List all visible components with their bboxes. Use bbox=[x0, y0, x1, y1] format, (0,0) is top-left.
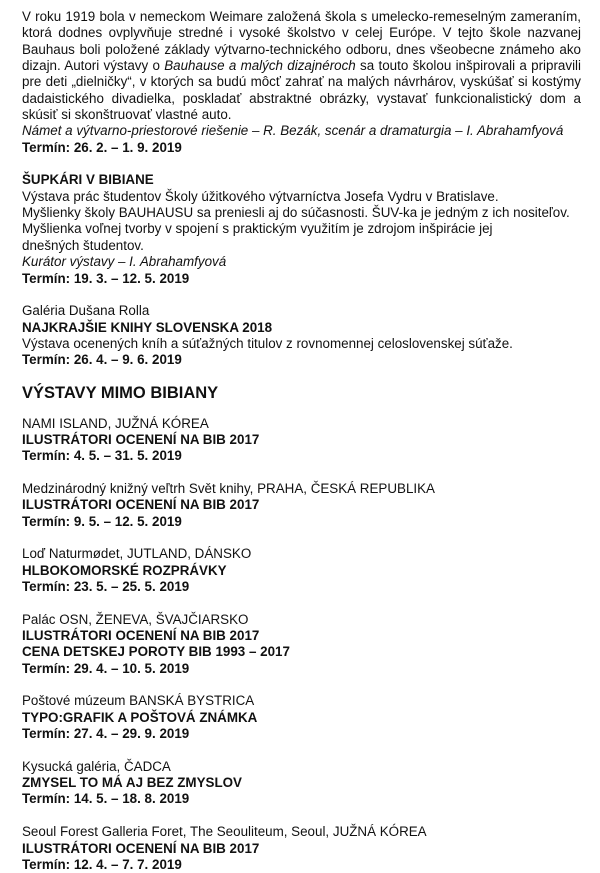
exhibition-title-secondary: CENA DETSKEJ POROTY BIB 1993 – 2017 bbox=[22, 644, 290, 660]
exhibition-title: HLBOKOMORSKÉ ROZPRÁVKY bbox=[22, 562, 227, 578]
exhibition-item bbox=[22, 546, 581, 595]
bauhaus-term: Termín: 26. 2. – 1. 9. 2019 bbox=[22, 139, 182, 155]
outside-exhibitions-list bbox=[22, 416, 581, 873]
exhibition-title: ZMYSEL TO MÁ AJ BEZ ZMYSLOV bbox=[22, 775, 242, 791]
supkari-line-2: Myšlienky školy BAUHAUSU sa preniesli aj do súčasnosti. ŠUV-ka je jedným z ich nositeľov. bbox=[22, 205, 570, 221]
exhibition-venue: Poštové múzeum BANSKÁ BYSTRICA bbox=[22, 693, 255, 709]
rolla-title: NAJKRAJŠIE KNIHY SLOVENSKA 2018 bbox=[22, 319, 273, 335]
supkari-exhibition bbox=[22, 172, 581, 286]
rolla-description: Výstava ocenených kníh a súťažných titulov z rovnomennej celoslovenskej súťaže. bbox=[22, 335, 513, 351]
supkari-term: Termín: 19. 3. – 12. 5. 2019 bbox=[22, 270, 190, 286]
exhibition-venue: Kysucká galéria, ČADCA bbox=[22, 758, 171, 774]
exhibition-title: TYPO:GRAFIK A POŠTOVÁ ZNÁMKA bbox=[22, 709, 258, 725]
bauhaus-description bbox=[22, 9, 581, 123]
exhibition-venue: Palác OSN, ŽENEVA, ŠVAJČIARSKO bbox=[22, 611, 249, 627]
rolla-exhibition bbox=[22, 303, 581, 368]
exhibition-item bbox=[22, 759, 581, 808]
bauhaus-exhibition bbox=[22, 9, 581, 156]
exhibition-title: ILUSTRÁTORI OCENENÍ NA BIB 2017 bbox=[22, 628, 260, 644]
exhibition-venue: NAMI ISLAND, JUŽNÁ KÓREA bbox=[22, 415, 209, 431]
exhibition-item bbox=[22, 693, 581, 742]
exhibition-item bbox=[22, 416, 581, 465]
exhibition-title: ILUSTRÁTORI OCENENÍ NA BIB 2017 bbox=[22, 431, 260, 447]
description-text-continued: sa touto školou inšpirovali a pripravili pre deti „dielničky“, v ktorých sa budú môcť zahrať na malých návrhárov, vyskúšať si kostýmy dadaistického divadielka, poskladať abstraktné obrázky, vystavať funkcionalistický dom a skúsiť si skonštruovať vlastné auto. bbox=[22, 58, 582, 123]
exhibition-term: Termín: 27. 4. – 29. 9. 2019 bbox=[22, 726, 190, 742]
exhibition-term: Termín: 14. 5. – 18. 8. 2019 bbox=[22, 791, 190, 807]
exhibition-term: Termín: 29. 4. – 10. 5. 2019 bbox=[22, 660, 190, 676]
supkari-line-1: Výstava prác študentov Školy úžitkového výtvarníctva Josefa Vydru v Bratislave. bbox=[22, 188, 499, 204]
exhibition-item bbox=[22, 481, 581, 530]
exhibition-term: Termín: 12. 4. – 7. 7. 2019 bbox=[22, 856, 182, 872]
supkari-line-3: Myšlienka voľnej tvorby v spojení s praktickým využitím je zdrojom inšpirácie jej dnešných študentov. bbox=[22, 221, 493, 253]
rolla-term: Termín: 26. 4. – 9. 6. 2019 bbox=[22, 352, 182, 368]
exhibition-title: ILUSTRÁTORI OCENENÍ NA BIB 2017 bbox=[22, 497, 260, 513]
exhibition-venue: Medzinárodný knižný veľtrh Svět knihy, PRAHA, ČESKÁ REPUBLIKA bbox=[22, 480, 435, 496]
bauhaus-credits: Námet a výtvarno-priestorové riešenie – R. Bezák, scenár a dramaturgia – I. Abrahamfyová bbox=[22, 123, 564, 139]
exhibition-item bbox=[22, 612, 581, 677]
exhibition-venue: Loď Naturmødet, JUTLAND, DÁNSKO bbox=[22, 546, 252, 562]
description-text: V roku 1919 bola v nemeckom Weimare založená škola s umelecko-remeselným zameraním, ktorá dodnes ovplyvňuje stredné i vysoké školstvo v celej Európe. V tejto škole nazvanej Bauhaus boli položené základy výtvarno-technického odboru, dnes všeobecne známeho ako dizajn. Autori výstavy o bbox=[22, 9, 581, 74]
supkari-title: ŠUPKÁRI V BIBIANE bbox=[22, 172, 154, 188]
rolla-venue: Galéria Dušana Rolla bbox=[22, 303, 150, 319]
exhibition-term: Termín: 9. 5. – 12. 5. 2019 bbox=[22, 513, 182, 529]
exhibition-name-italic: Bauhause a malých dizajnéroch bbox=[164, 58, 356, 74]
exhibition-title: ILUSTRÁTORI OCENENÍ NA BIB 2017 bbox=[22, 840, 260, 856]
exhibition-term: Termín: 23. 5. – 25. 5. 2019 bbox=[22, 579, 190, 594]
supkari-curator: Kurátor výstavy – I. Abrahamfyová bbox=[22, 254, 227, 270]
exhibition-term: Termín: 4. 5. – 31. 5. 2019 bbox=[22, 448, 182, 464]
section-heading-outside: VÝSTAVY MIMO BIBIANY bbox=[22, 383, 219, 402]
exhibition-venue: Seoul Forest Galleria Foret, The Seouliteum, Seoul, JUŽNÁ KÓREA bbox=[22, 824, 427, 840]
document-page bbox=[22, 9, 581, 873]
